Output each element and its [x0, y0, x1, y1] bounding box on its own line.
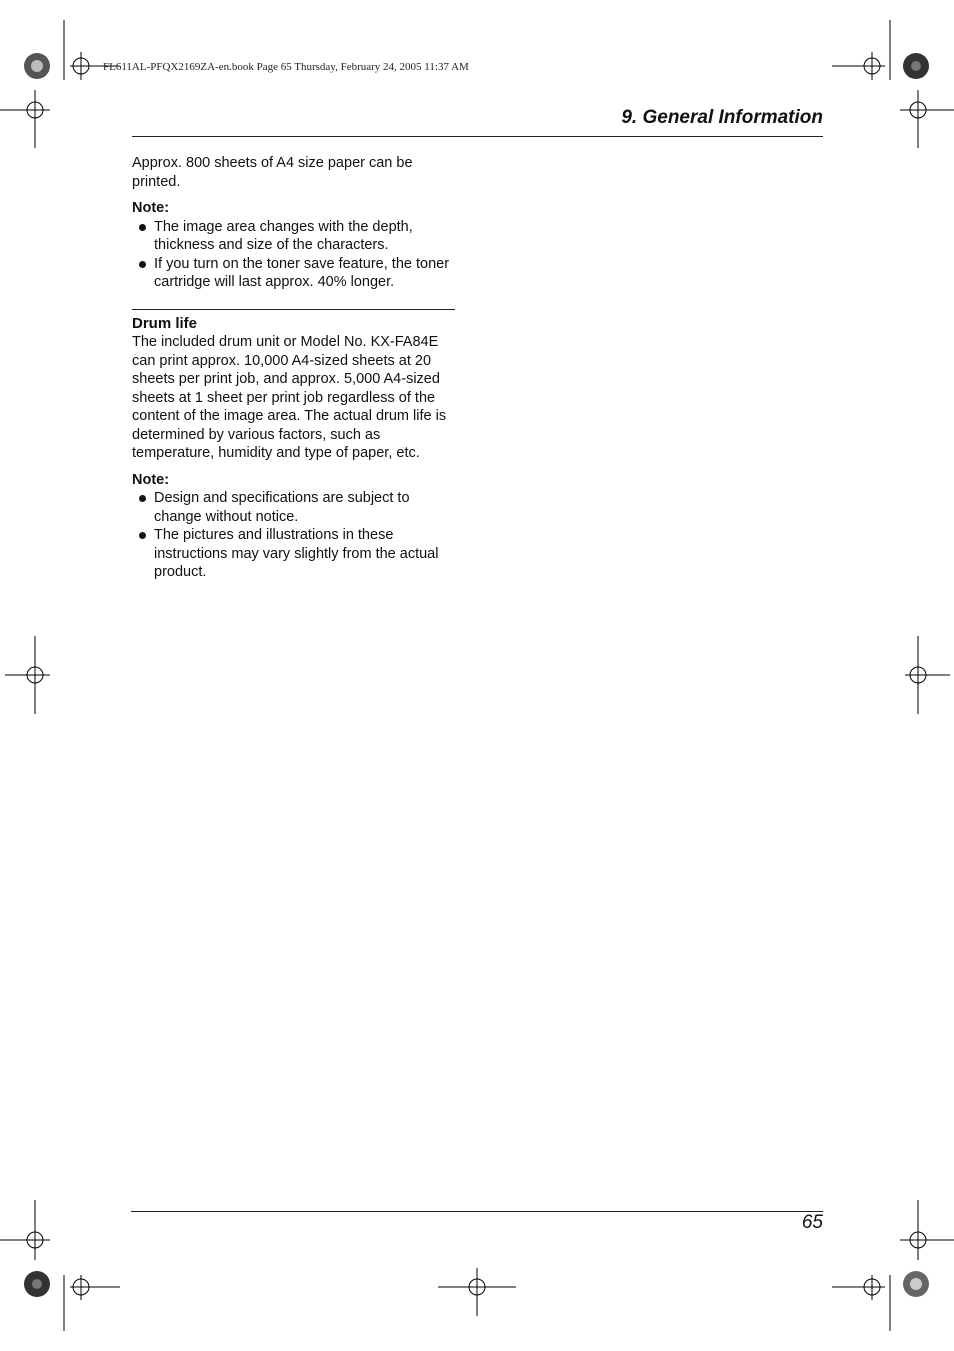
bullet-icon: [139, 261, 146, 268]
chapter-title: 9. General Information: [621, 107, 823, 128]
crosshair-mark-icon: [900, 1200, 954, 1260]
crosshair-mark-icon: [64, 1275, 120, 1331]
bullet-icon: [139, 495, 146, 502]
crosshair-mark-icon: [900, 90, 954, 148]
page-number: 65: [801, 1212, 823, 1233]
calibration-circle-icon: [903, 1271, 929, 1297]
note-label: Note:: [132, 471, 170, 488]
bullet-icon: [139, 532, 146, 539]
intro-text: Approx. 800 sheets of A4 size paper can be printed.: [132, 155, 413, 190]
calibration-circle-icon: [24, 53, 50, 79]
footer-rule: [131, 1211, 823, 1212]
crosshair-mark-icon: [832, 20, 890, 80]
calibration-circle-icon: [903, 53, 929, 79]
list-item: The image area changes with the depth, thickness and size of the characters.: [132, 218, 456, 255]
crosshair-mark-icon: [0, 1200, 50, 1260]
list-item: The pictures and illustrations in these instructions may vary slightly from the actual product.: [132, 526, 456, 582]
section-rule: [132, 309, 455, 310]
drum-life-text: The included drum unit or Model No. KX-FA84E can print approx. 10,000 A4-sized sheets at 20 sheets per print job, and approx. 5,000 A4-sized sheets at 1 sheet per print job regardless of the content of the image area. The actual drum life is determined by various factors, such as temperature, humidity and type of paper, etc.: [132, 334, 447, 461]
crosshair-mark-icon: [905, 636, 950, 714]
list-item: If you turn on the toner save feature, the toner cartridge will last approx. 40% longer.: [132, 255, 456, 292]
crosshair-mark-icon: [438, 1268, 516, 1316]
note-list: [132, 489, 456, 582]
main-column: [132, 154, 456, 582]
bullet-icon: [139, 224, 146, 231]
note-label: Note:: [132, 200, 170, 216]
note-list: [132, 218, 456, 292]
crosshair-mark-icon: [5, 636, 50, 714]
print-slug: FL611AL-PFQX2169ZA-en.book Page 65 Thursday, February 24, 2005 11:37 AM: [103, 61, 469, 73]
section-title: Drum life: [132, 314, 198, 332]
list-item: Design and specifications are subject to change without notice.: [132, 489, 456, 526]
calibration-circle-icon: [24, 1271, 50, 1297]
crosshair-mark-icon: [832, 1275, 890, 1331]
crosshair-mark-icon: [0, 90, 50, 148]
header-rule: [132, 136, 823, 137]
